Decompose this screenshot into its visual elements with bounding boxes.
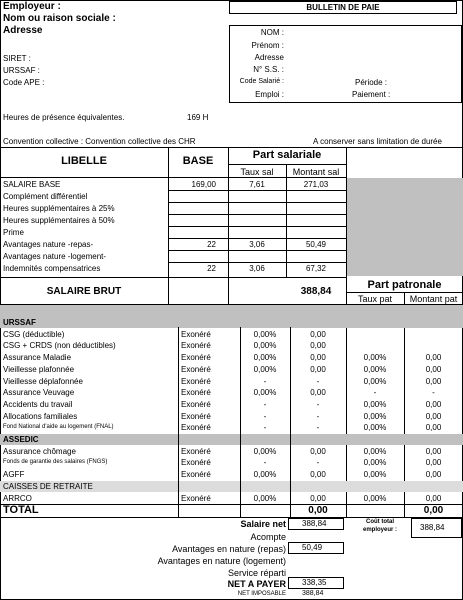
contribution-base: Exonéré: [181, 423, 211, 433]
contribution-montant-sal: 0,00: [310, 493, 326, 503]
contribution-montant-sal: -: [316, 411, 320, 421]
earnings-label: Avantages nature -repas-: [3, 240, 94, 249]
contribution-taux-sal: 0,00%: [253, 341, 277, 351]
keep-note: A conserver sans limitation de durée: [313, 137, 442, 146]
cout-total-label-2: employeur :: [362, 527, 397, 533]
contribution-base: Exonéré: [181, 446, 211, 456]
part-patronale-header: Part patronale: [367, 279, 442, 291]
paiement-label: Paiement :: [352, 90, 391, 99]
contribution-label: Vieillesse déplafonnée: [3, 376, 83, 386]
contribution-label: ARRCO: [3, 493, 32, 503]
contribution-label: Assurance Maladie: [3, 353, 72, 363]
earnings-taux: [228, 227, 286, 238]
contribution-taux-pat: 0,00%: [363, 364, 387, 374]
contribution-montant-pat: 0,00: [425, 399, 442, 409]
contribution-taux-pat: 0,00%: [363, 458, 387, 468]
contribution-taux-pat: 0,00%: [363, 493, 387, 503]
earnings-montant: 50,49: [305, 240, 327, 249]
contribution-taux-sal: -: [263, 411, 267, 421]
libelle-header: LIBELLE: [61, 155, 107, 167]
contribution-row: [0, 469, 463, 480]
av-logement-label: Avantages en nature (logement): [157, 556, 286, 566]
contribution-base: Exonéré: [181, 388, 211, 398]
contribution-label: Fond National d'aide au logement (FNAL): [3, 424, 114, 431]
contribution-montant-pat: -: [432, 388, 435, 398]
contribution-row: [0, 364, 463, 375]
emploi-label: Emploi :: [255, 90, 284, 99]
earnings-row: [0, 203, 463, 214]
contribution-taux-sal: -: [263, 399, 267, 409]
earnings-taux: [228, 215, 286, 226]
contribution-montant-pat: 0,00: [425, 376, 442, 386]
earnings-label: Avantages nature -logement-: [3, 252, 107, 261]
address-label: Adresse: [3, 25, 43, 36]
earnings-taux: 3,06: [249, 264, 265, 273]
contribution-label: Assurance chômage: [3, 446, 76, 456]
contribution-montant-sal: -: [316, 376, 320, 386]
contribution-row: [0, 340, 463, 351]
contribution-taux-pat: [346, 329, 404, 340]
contribution-base: Exonéré: [181, 458, 211, 468]
earnings-base: [168, 215, 216, 226]
contribution-montant-pat: 0,00: [425, 353, 442, 363]
part-salariale-header: Part salariale: [252, 149, 322, 161]
contribution-montant-sal: -: [316, 399, 320, 409]
earnings-base: [168, 227, 216, 238]
montant-pat-header: Montant pat: [409, 294, 458, 304]
contribution-montant-sal: 0,00: [310, 388, 326, 398]
contribution-base: Exonéré: [181, 411, 211, 421]
code-salarie-label: Code Salarié :: [239, 78, 284, 85]
salaire-net-label: Salaire net: [240, 519, 286, 529]
earnings-montant: [286, 215, 346, 226]
earnings-montant: 271,03: [303, 180, 329, 189]
contribution-taux-pat: 0,00%: [363, 399, 387, 409]
contribution-base: Exonéré: [181, 376, 211, 386]
total-sal-value: 0,00: [308, 505, 328, 516]
periode-label: Période :: [355, 78, 388, 87]
salaire-net-value: 388,84: [302, 519, 327, 528]
bulletin-title: BULLETIN DE PAIE: [229, 1, 457, 14]
contribution-montant-sal: 0,00: [310, 329, 326, 339]
contribution-taux-pat: 0,00%: [363, 446, 387, 456]
section-label: CAISSES DE RETRAITE: [3, 481, 93, 491]
nom-label: NOM :: [260, 28, 284, 37]
contribution-label: Accidents du travail: [3, 399, 73, 409]
contribution-base: Exonéré: [181, 493, 211, 503]
contribution-taux-sal: -: [263, 423, 267, 433]
earnings-base: [168, 251, 216, 262]
hours-value: 169 H: [187, 113, 209, 122]
employee-address-label: Adresse: [254, 53, 284, 62]
earnings-base: 22: [207, 240, 216, 249]
acompte-label: Acompte: [250, 532, 286, 542]
net-imposable-label: NET IMPOSABLE: [237, 591, 286, 597]
nss-label: N° S.S. :: [253, 65, 284, 74]
contribution-montant-sal: 0,00: [310, 364, 326, 374]
net-payer-value: 338,35: [302, 578, 327, 587]
contribution-montant-sal: 0,00: [310, 446, 326, 456]
contribution-label: Assurance Veuvage: [3, 388, 75, 398]
contribution-base: Exonéré: [181, 341, 211, 351]
earnings-label: Complément différentiel: [3, 192, 88, 201]
contribution-taux-pat: 0,00%: [363, 411, 387, 421]
earnings-taux: [228, 251, 286, 262]
contribution-montant-sal: 0,00: [310, 470, 326, 480]
company-label: Nom ou raison sociale :: [3, 13, 116, 24]
contribution-base: Exonéré: [181, 470, 211, 480]
contribution-taux-sal: 0,00%: [253, 446, 277, 456]
contribution-montant-pat: 0,00: [425, 493, 442, 503]
earnings-row: [0, 215, 463, 226]
contribution-label: CSG + CRDS (non déductibles): [3, 341, 116, 351]
contribution-taux-pat: 0,00%: [363, 470, 387, 480]
earnings-label: Indemnités compensatrices: [3, 264, 101, 273]
earnings-label: SALAIRE BASE: [3, 180, 61, 189]
contribution-taux-sal: 0,00%: [253, 493, 277, 503]
earnings-base: [168, 191, 216, 202]
contribution-montant-pat: [404, 329, 463, 340]
convention-label: Convention collective : Convention collective des CHR: [3, 137, 196, 146]
contribution-taux-sal: 0,00%: [253, 329, 277, 339]
cout-total-value: 388,84: [420, 523, 445, 532]
contribution-montant-pat: 0,00: [425, 458, 442, 468]
contribution-base: Exonéré: [181, 399, 211, 409]
section-row: [0, 434, 463, 445]
employer-label: Employeur :: [3, 1, 61, 12]
earnings-montant: 67,32: [305, 264, 327, 273]
contribution-montant-sal: 0,00: [310, 341, 326, 351]
earnings-label: Heures supplémentaires à 50%: [3, 216, 115, 225]
section-label: ASSEDIC: [3, 435, 39, 444]
earnings-taux: [228, 191, 286, 202]
earnings-montant: [286, 203, 346, 214]
service-label: Service réparti: [227, 568, 286, 578]
contribution-montant-sal: -: [316, 423, 320, 433]
contribution-montant-pat: 0,00: [425, 470, 442, 480]
contribution-taux-sal: -: [263, 458, 267, 468]
earnings-montant: [286, 227, 346, 238]
siret-label: SIRET :: [3, 54, 31, 63]
taux-sal-header: Taux sal: [240, 167, 274, 177]
contribution-montant-pat: 0,00: [425, 446, 442, 456]
contribution-base: Exonéré: [181, 353, 211, 363]
urssaf-label: URSSAF :: [3, 66, 40, 75]
contribution-taux-pat: 0,00%: [363, 353, 387, 363]
contribution-montant-pat: 0,00: [425, 423, 442, 433]
montant-sal-header: Montant sal: [292, 167, 340, 177]
contribution-montant-pat: 0,00: [425, 364, 442, 374]
earnings-row: [0, 179, 463, 190]
earnings-label: Prime: [3, 228, 24, 237]
taux-pat-header: Taux pat: [357, 294, 393, 304]
contribution-taux-sal: 0,00%: [253, 353, 277, 363]
earnings-taux: [228, 203, 286, 214]
earnings-base: [168, 203, 216, 214]
earnings-montant: [286, 191, 346, 202]
contribution-label: Allocations familiales: [3, 411, 78, 421]
ape-label: Code APE :: [3, 78, 45, 87]
contribution-taux-pat: -: [373, 388, 377, 398]
salaire-brut-label: SALAIRE BRUT: [46, 286, 122, 297]
section-row: [0, 317, 463, 328]
earnings-row: [0, 191, 463, 202]
contribution-row: [0, 329, 463, 340]
earnings-base: 169,00: [191, 180, 216, 189]
contribution-row: [0, 352, 463, 363]
contribution-base: Exonéré: [181, 329, 211, 339]
section-row: [0, 481, 463, 492]
total-pat-value: 0,00: [423, 505, 444, 516]
contribution-taux-pat: 0,00%: [363, 423, 387, 433]
contribution-montant-sal: 0,00: [310, 353, 326, 363]
hours-label: Heures de présence équivalentes.: [3, 113, 125, 122]
earnings-taux: 3,06: [249, 240, 265, 249]
contribution-row: [0, 399, 463, 410]
contribution-label: CSG (déductible): [3, 329, 65, 339]
contribution-row: [0, 411, 463, 422]
earnings-row: [0, 263, 463, 274]
contribution-taux-sal: 0,00%: [253, 364, 277, 374]
total-label: TOTAL: [3, 504, 39, 516]
contribution-label: Vieillesse plafonnée: [3, 364, 75, 374]
earnings-label: Heures supplémentaires à 25%: [3, 204, 115, 213]
contribution-label: Fonds de garantie des salaires (FNGS): [3, 459, 108, 466]
contribution-label: AGFF: [3, 470, 25, 480]
earnings-row: [0, 227, 463, 238]
contribution-row: [0, 376, 463, 387]
contribution-montant-sal: -: [316, 458, 320, 468]
cout-total-label-1: Coût total: [366, 519, 394, 525]
contribution-row: [0, 446, 463, 457]
contribution-base: Exonéré: [181, 364, 211, 374]
earnings-taux: 7,61: [249, 180, 265, 189]
av-repas-label: Avantages en nature (repas): [172, 544, 286, 554]
contribution-montant-pat: 0,00: [425, 411, 442, 421]
contribution-row: [0, 457, 463, 468]
contribution-taux-sal: -: [263, 376, 267, 386]
contribution-row: [0, 493, 463, 504]
contribution-row: [0, 387, 463, 398]
section-label: URSSAF: [3, 318, 36, 327]
net-payer-label: NET A PAYER: [227, 579, 286, 589]
contribution-row: [0, 422, 463, 433]
base-header: BASE: [182, 155, 214, 167]
net-imposable-value: 388,84: [302, 590, 324, 597]
contribution-taux-pat: [346, 340, 404, 351]
prenom-label: Prénom :: [251, 41, 284, 50]
contribution-montant-pat: [404, 340, 463, 351]
earnings-row: [0, 239, 463, 250]
contribution-taux-sal: 0,00%: [253, 388, 277, 398]
earnings-base: 22: [207, 264, 216, 273]
earnings-montant: [286, 251, 346, 262]
contribution-taux-sal: 0,00%: [253, 470, 277, 480]
salaire-brut-value: 388,84: [300, 286, 332, 297]
contribution-taux-pat: 0,00%: [363, 376, 387, 386]
av-repas-value: 50,49: [302, 543, 323, 552]
earnings-row: [0, 251, 463, 262]
